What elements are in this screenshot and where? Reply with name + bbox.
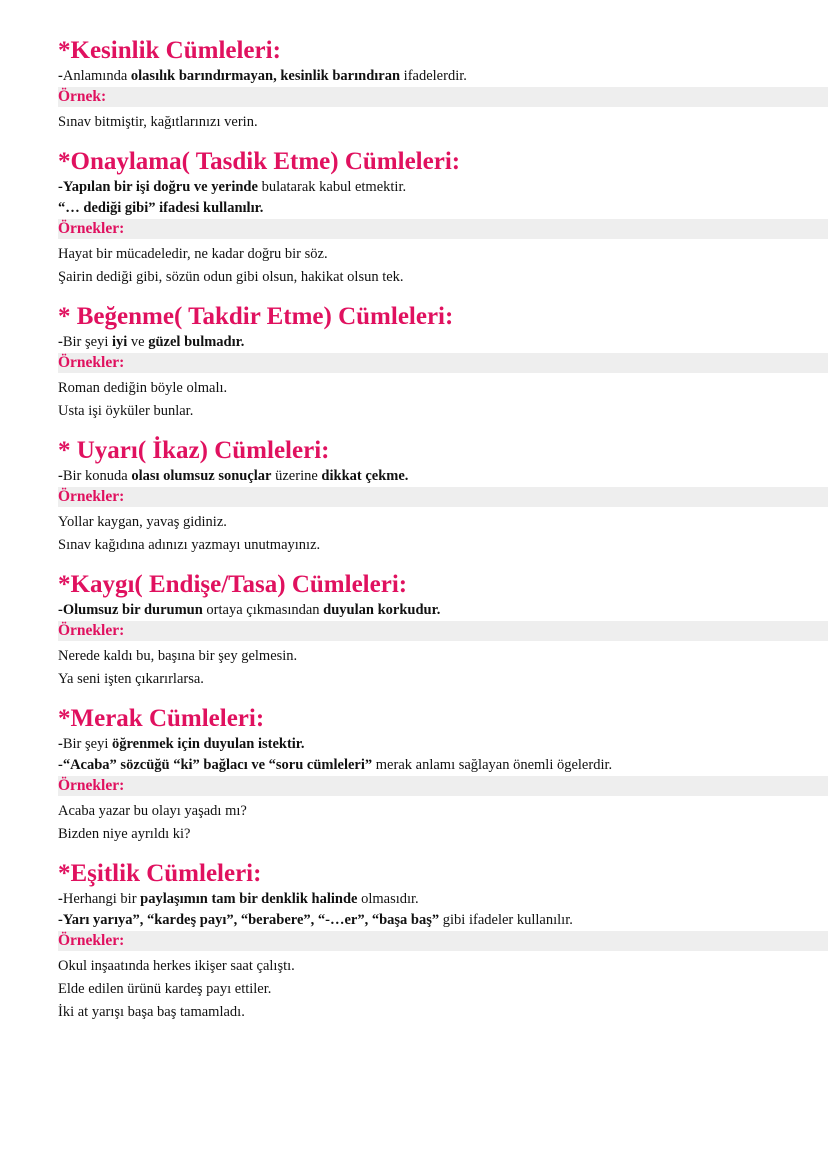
definition-line [58,466,774,487]
definition-line [58,177,774,198]
definition-line [58,600,774,621]
section-title: * Beğenme( Takdir Etme) Cümleleri: [58,303,454,330]
bold-text: - [58,736,63,752]
example-sentence: Acaba yazar bu olayı yaşadı mı? [58,803,247,819]
example-label: Örnekler: [58,487,828,507]
example-label: Örnekler: [58,931,828,951]
example-label: Örnekler: [58,353,828,373]
bold-text: -Yapılan bir işi doğru ve yerinde [58,179,258,195]
definition-line [58,198,774,219]
definition-line [58,910,774,931]
section-title: *Kesinlik Cümleleri: [58,37,281,64]
text: Bir şeyi [62,334,112,350]
definition-line [58,66,774,87]
example-sentence: Sınav bitmiştir, kağıtlarınızı verin. [58,114,258,130]
bold-text: - [58,468,63,484]
text: ve [127,334,149,350]
bold-text: güzel bulmadır. [148,334,245,350]
example-sentence: Nerede kaldı bu, başına bir şey gelmesin. [58,648,298,664]
example-label: Örnekler: [58,621,828,641]
section [58,570,774,691]
text: Bir şeyi [62,736,112,752]
bold-text: iyi [111,334,128,350]
example-sentence: Roman dediğin böyle olmalı. [58,380,228,396]
bold-text: -“Acaba” sözcüğü “ki” bağlacı ve “soru cümleleri” [58,757,373,773]
definition-line [58,734,774,755]
bold-text: -Olumsuz bir durumun [58,602,203,618]
bold-text: - [58,68,63,84]
bold-text: olası olumsuz sonuçlar [131,468,272,484]
section-title: * Uyarı( İkaz) Cümleleri: [58,437,330,464]
section [58,302,774,423]
bold-text: dikkat çekme. [321,468,409,484]
text: gibi ifadeler kullanılır. [439,912,573,928]
text: Bir konuda [62,468,132,484]
example-sentence: Okul inşaatında herkes ikişer saat çalıştı. [58,958,295,974]
bold-text: paylaşımın tam bir denklik halinde [140,891,358,907]
bold-text: öğrenmek için duyulan istektir. [111,736,305,752]
example-sentence: Ya seni işten çıkarırlarsa. [58,671,204,687]
bold-text: - [58,891,63,907]
bold-text: “… dediği gibi” ifadesi kullanılır. [58,200,264,216]
example-sentence: Bizden niye ayrıldı ki? [58,826,191,842]
text: ifadelerdir. [400,68,467,84]
example-sentence: Şairin dediği gibi, sözün odun gibi olsun, hakikat olsun tek. [58,269,404,285]
section [58,36,774,134]
section-title: *Eşitlik Cümleleri: [58,860,262,887]
example-sentence: Hayat bir mücadeledir, ne kadar doğru bir söz. [58,246,328,262]
text: Anlamında [62,68,131,84]
section [58,436,774,557]
section [58,147,774,289]
text: merak anlamı sağlayan önemli ögelerdir. [372,757,613,773]
bold-text: duyulan korkudur. [323,602,441,618]
bold-text: -Yarı yarıya”, “kardeş payı”, “berabere”, “-…er”, “başa baş” [58,912,440,928]
example-sentence: Elde edilen ürünü kardeş payı ettiler. [58,981,272,997]
definition-line [58,889,774,910]
text: olmasıdır. [357,891,419,907]
text: bulatarak kabul etmektir. [257,179,407,195]
example-sentence: Yollar kaygan, yavaş gidiniz. [58,514,227,530]
definition-line [58,332,774,353]
example-sentence: Sınav kağıdına adınızı yazmayı unutmayınız. [58,537,321,553]
text: üzerine [271,468,322,484]
definition-line [58,755,774,776]
example-label: Örnekler: [58,776,828,796]
section-title: *Merak Cümleleri: [58,705,265,732]
bold-text: - [58,334,63,350]
document-body [58,36,774,1037]
section [58,859,774,1024]
section [58,704,774,846]
example-sentence: Usta işi öyküler bunlar. [58,403,194,419]
example-sentence: İki at yarışı başa baş tamamladı. [58,1004,245,1020]
example-label: Örnekler: [58,219,828,239]
example-label: Örnek: [58,87,828,107]
text: ortaya çıkmasından [202,602,324,618]
bold-text: olasılık barındırmayan, kesinlik barındıran [130,68,401,84]
section-title: *Onaylama( Tasdik Etme) Cümleleri: [58,148,461,175]
text: Herhangi bir [62,891,141,907]
section-title: *Kaygı( Endişe/Tasa) Cümleleri: [58,571,408,598]
